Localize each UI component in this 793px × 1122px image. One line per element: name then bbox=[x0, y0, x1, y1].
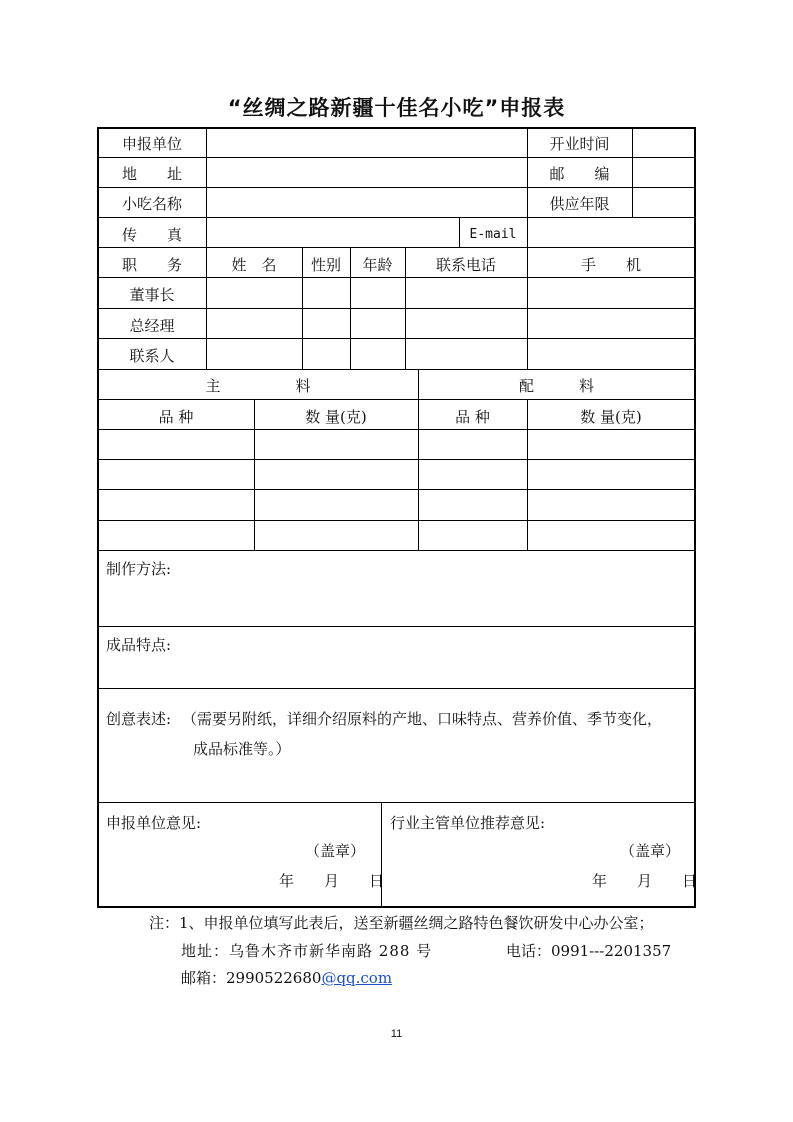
header-aux-quantity: 数 量(克) bbox=[580, 408, 642, 426]
row-label-contact-person: 联系人 bbox=[129, 347, 175, 365]
email-link[interactable]: @qq.com bbox=[321, 969, 393, 987]
applicant-date: 年 月 日 bbox=[279, 872, 385, 890]
creative-description-note-cont: 成品标准等。） bbox=[193, 740, 291, 758]
row-divider bbox=[98, 338, 695, 339]
applicant-stamp: （盖章） bbox=[305, 842, 366, 860]
row-label-general-manager: 总经理 bbox=[129, 317, 175, 335]
header-main-variety: 品 种 bbox=[158, 408, 194, 426]
email-prefix: 邮箱：2990522680 bbox=[181, 969, 322, 987]
label-creative-description: 创意表述: bbox=[106, 710, 172, 728]
label-postcode: 邮 编 bbox=[549, 165, 610, 183]
header-position: 职 务 bbox=[121, 256, 182, 274]
row-divider bbox=[98, 187, 695, 188]
header-main-quantity: 数 量(克) bbox=[305, 408, 367, 426]
page-number: 11 bbox=[390, 1028, 403, 1040]
row-divider bbox=[98, 399, 695, 400]
label-applicant-unit: 申报单位 bbox=[121, 135, 182, 153]
label-fax: 传 真 bbox=[121, 226, 182, 244]
label-product-features: 成品特点: bbox=[106, 636, 172, 654]
label-industry-opinion: 行业主管单位推荐意见: bbox=[390, 814, 546, 832]
row-divider bbox=[98, 688, 695, 689]
row-divider bbox=[98, 459, 695, 460]
label-open-time: 开业时间 bbox=[549, 135, 610, 153]
row-label-chairman: 董事长 bbox=[129, 286, 175, 304]
column-divider bbox=[381, 802, 382, 907]
label-applicant-opinion: 申报单位意见: bbox=[106, 814, 202, 832]
label-production-method: 制作方法: bbox=[106, 560, 172, 578]
row-divider bbox=[98, 489, 695, 490]
note-phone: 电话：0991---2201357 bbox=[506, 942, 672, 960]
header-age: 年龄 bbox=[362, 256, 393, 274]
header-gender: 性别 bbox=[310, 256, 341, 274]
note-submission: 注：1、申报单位填写此表后，送至新疆丝绸之路特色餐饮研发中心办公室； bbox=[149, 914, 654, 932]
note-email bbox=[181, 969, 392, 987]
label-email: E-mail bbox=[469, 227, 517, 242]
header-main-ingredients: 主 料 bbox=[205, 377, 311, 395]
header-name: 姓 名 bbox=[231, 256, 277, 274]
creative-description-note: （需要另附纸，详细介绍原料的产地、口味特点、营养价值、季节变化， bbox=[182, 710, 663, 728]
industry-stamp: （盖章） bbox=[620, 842, 681, 860]
label-snack-name: 小吃名称 bbox=[121, 195, 182, 213]
header-aux-variety: 品 种 bbox=[455, 408, 490, 426]
column-divider bbox=[527, 217, 528, 369]
header-phone: 联系电话 bbox=[435, 256, 496, 274]
form-title: “丝绸之路新疆十佳名小吃”申报表 bbox=[227, 96, 566, 120]
row-divider bbox=[98, 626, 695, 627]
row-divider bbox=[98, 277, 695, 278]
column-divider bbox=[632, 128, 633, 218]
row-divider bbox=[98, 369, 695, 370]
label-supply-years: 供应年限 bbox=[549, 195, 610, 213]
row-divider bbox=[98, 308, 695, 309]
row-divider bbox=[98, 429, 695, 430]
row-divider bbox=[98, 520, 695, 521]
note-address: 地址：乌鲁木齐市新华南路 288 号 bbox=[181, 942, 433, 960]
row-divider bbox=[98, 217, 695, 218]
application-form-table bbox=[97, 127, 696, 908]
row-divider bbox=[98, 247, 695, 248]
column-divider bbox=[418, 369, 419, 550]
header-auxiliary-ingredients: 配 料 bbox=[518, 377, 594, 395]
row-divider bbox=[98, 157, 695, 158]
column-divider bbox=[206, 128, 207, 369]
row-divider bbox=[98, 802, 695, 803]
label-address: 地 址 bbox=[121, 165, 182, 183]
header-mobile: 手 机 bbox=[580, 256, 641, 274]
industry-date: 年 月 日 bbox=[592, 872, 698, 890]
row-divider bbox=[98, 550, 695, 551]
